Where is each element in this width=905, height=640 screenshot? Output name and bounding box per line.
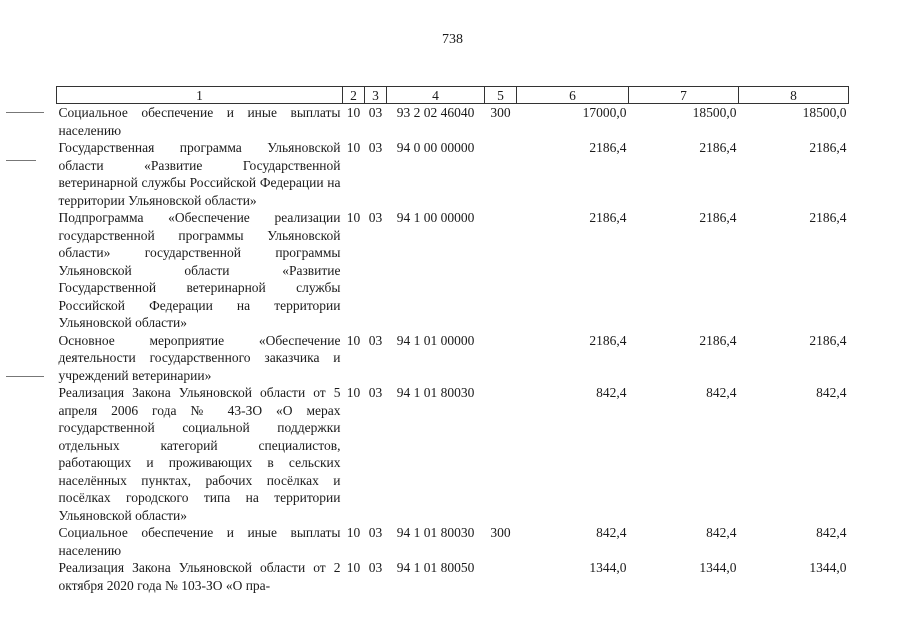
expense-type-code: 300 xyxy=(490,525,511,540)
table-row xyxy=(57,332,849,385)
expense-type-code: 300 xyxy=(490,105,511,120)
subsection-code: 03 xyxy=(368,210,383,225)
column-header: 6 xyxy=(517,87,629,104)
section-code: 10 xyxy=(346,560,361,575)
column-header: 4 xyxy=(387,87,485,104)
section-code: 10 xyxy=(346,525,361,540)
amount-col-7: 2186,4 xyxy=(699,140,737,155)
row-name: Реализация Закона Ульяновской области от 5 апреля 2006 года № 43-ЗО «О мерах государственной социальной поддержки отдельных категорий специалистов, работающих и проживающих в сельских населённых пунктах, рабочих посёлках и посёлках городского типа на территории Ульяновской области» xyxy=(58,385,341,523)
table-row xyxy=(57,139,849,209)
scan-artifact xyxy=(6,376,44,377)
amount-col-6: 2186,4 xyxy=(589,210,627,225)
expense-type-code xyxy=(485,209,517,332)
scan-artifact xyxy=(6,112,44,113)
section-code: 10 xyxy=(346,105,361,120)
amount-col-6: 842,4 xyxy=(596,385,627,400)
expense-type-code xyxy=(485,139,517,209)
target-article-code: 94 0 00 00000 xyxy=(396,140,475,155)
column-header: 5 xyxy=(485,87,517,104)
section-code: 10 xyxy=(346,140,361,155)
subsection-code: 03 xyxy=(368,560,383,575)
amount-col-8: 2186,4 xyxy=(809,332,847,348)
column-header: 1 xyxy=(57,87,343,104)
amount-col-6: 842,4 xyxy=(596,525,627,540)
amount-col-7: 2186,4 xyxy=(699,210,737,225)
row-name: Социальное обеспечение и иные выплаты населению xyxy=(58,525,341,558)
subsection-code: 03 xyxy=(368,385,383,400)
amount-col-7: 1344,0 xyxy=(699,560,737,575)
scan-artifact xyxy=(6,160,36,161)
amount-col-8: 842,4 xyxy=(816,385,847,400)
subsection-code: 03 xyxy=(368,105,383,120)
row-name: Социальное обеспечение и иные выплаты населению xyxy=(58,105,341,138)
subsection-code: 03 xyxy=(368,332,383,348)
table-row xyxy=(57,384,849,524)
column-header: 8 xyxy=(739,87,849,104)
amount-col-8: 18500,0 xyxy=(802,105,847,120)
amount-col-7: 842,4 xyxy=(706,385,737,400)
amount-col-8: 2186,4 xyxy=(809,210,847,225)
amount-col-6: 17000,0 xyxy=(582,105,627,120)
amount-col-7: 18500,0 xyxy=(692,105,737,120)
column-header: 7 xyxy=(629,87,739,104)
table-row xyxy=(57,524,849,559)
target-article-code: 94 1 00 00000 xyxy=(396,210,475,225)
row-name: Государственная программа Ульяновской области «Развитие Государственной ветеринарной службы Российской Федерации на территории Ульяновской области» xyxy=(58,140,341,208)
section-code: 10 xyxy=(346,385,361,400)
budget-table xyxy=(56,86,849,594)
table-header-row xyxy=(57,87,849,104)
amount-col-8: 2186,4 xyxy=(809,140,847,155)
table-row xyxy=(57,104,849,140)
table-row xyxy=(57,559,849,594)
target-article-code: 94 1 01 80050 xyxy=(396,560,475,575)
section-code: 10 xyxy=(346,332,361,348)
amount-col-7: 842,4 xyxy=(706,525,737,540)
amount-col-8: 842,4 xyxy=(816,525,847,540)
expense-type-code xyxy=(485,332,517,385)
row-name: Подпрограмма «Обеспечение реализации государственной программы Ульяновской области» государственной программы Ульяновской области «Развитие Государственной ветеринарной службы Российской Федерации на территории Ульяновской области» xyxy=(58,210,341,330)
amount-col-6: 2186,4 xyxy=(589,140,627,155)
table-row xyxy=(57,209,849,332)
amount-col-6: 1344,0 xyxy=(589,560,627,575)
subsection-code: 03 xyxy=(368,525,383,540)
row-name: Основное мероприятие «Обеспечение деятельности государственного заказчика и учреждений ветеринарии» xyxy=(58,332,341,383)
amount-col-6: 2186,4 xyxy=(589,332,627,348)
target-article-code: 94 1 01 80030 xyxy=(396,385,475,400)
expense-type-code xyxy=(485,559,517,594)
target-article-code: 94 1 01 00000 xyxy=(396,332,475,348)
amount-col-7: 2186,4 xyxy=(699,332,737,348)
target-article-code: 94 1 01 80030 xyxy=(396,525,475,540)
target-article-code: 93 2 02 46040 xyxy=(396,105,475,120)
expense-type-code xyxy=(485,384,517,524)
page-number: 738 xyxy=(442,32,463,47)
row-name: Реализация Закона Ульяновской области от 2 октября 2020 года № 103-ЗО «О пра- xyxy=(58,560,341,593)
column-header: 2 xyxy=(343,87,365,104)
column-header: 3 xyxy=(365,87,387,104)
amount-col-8: 1344,0 xyxy=(809,560,847,575)
subsection-code: 03 xyxy=(368,140,383,155)
section-code: 10 xyxy=(346,210,361,225)
